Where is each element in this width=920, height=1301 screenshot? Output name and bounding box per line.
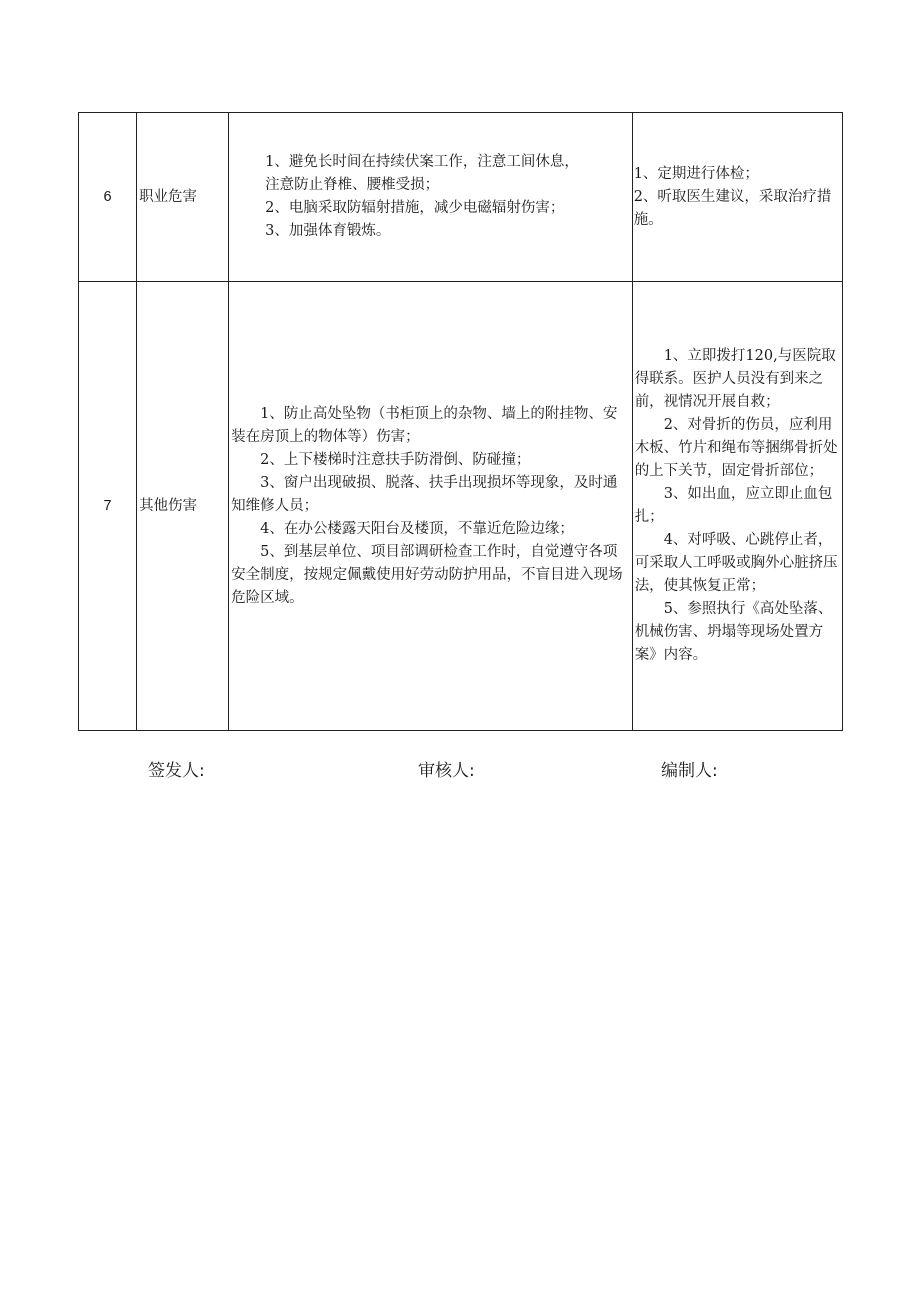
table-row	[79, 282, 843, 731]
response-item: 4、对呼吸、心跳停止者，可采取人工呼吸或胸外心脏挤压法，使其恢复正常；	[634, 532, 838, 594]
signature-line	[0, 756, 920, 782]
emergency-response	[632, 113, 842, 282]
emergency-response	[632, 282, 842, 731]
preventive-measures	[229, 113, 633, 282]
hazard-table	[78, 112, 843, 731]
response-item: 1、立即拨打120,与医院取得联系。医护人员没有到来之前，视情况开展自救；	[634, 348, 836, 410]
response-item: 1、定期进行体检；	[633, 165, 759, 182]
measure-item: 注意防止脊椎、腰椎受损；	[265, 177, 440, 193]
hazard-type: 其他伤害	[137, 282, 229, 731]
row-number: 6	[79, 113, 137, 282]
response-item: 2、听取医生建议，采取治疗措施。	[633, 188, 832, 228]
measure-item: 1、防止高处坠物（书柜顶上的杂物、墙上的附挂物、安装在房顶上的物体等）伤害；	[231, 405, 618, 445]
measure-item: 1、避免长时间在持续伏案工作，注意工间休息，	[265, 154, 579, 170]
measure-item: 4、在办公楼露天阳台及楼顶，不靠近危险边缘；	[260, 520, 574, 537]
hazard-type: 职业危害	[137, 113, 229, 282]
response-item: 5、参照执行《高处坠落、机械伤害、坍塌等现场处置方案》内容。	[634, 601, 833, 663]
response-item: 2、对骨折的伤员，应利用木板、竹片和绳布等捆绑骨折处的上下关节，固定骨折部位；	[634, 417, 838, 479]
reviewer-label: 审核人:	[418, 761, 475, 781]
table-row	[79, 113, 843, 282]
row-number: 7	[79, 282, 137, 731]
measure-item: 3、加强体育锻炼。	[265, 223, 391, 239]
measure-item: 5、到基层单位、项目部调研检查工作时，自觉遵守各项安全制度，按规定佩戴使用好劳动防护用品，不盲目进入现场危险区域。	[231, 543, 623, 606]
compiler-label: 编制人:	[661, 761, 718, 781]
response-item: 3、如出血，应立即止血包扎；	[634, 486, 833, 525]
issuer-label: 签发人:	[148, 761, 205, 781]
measure-item: 2、上下楼梯时注意扶手防滑倒、防碰撞；	[260, 451, 531, 468]
measure-item: 2、电脑采取防辐射措施，减少电磁辐射伤害；	[265, 200, 565, 216]
preventive-measures	[229, 282, 633, 731]
measure-item: 3、窗户出现破损、脱落、扶手出现损坏等现象，及时通知维修人员；	[231, 474, 618, 514]
